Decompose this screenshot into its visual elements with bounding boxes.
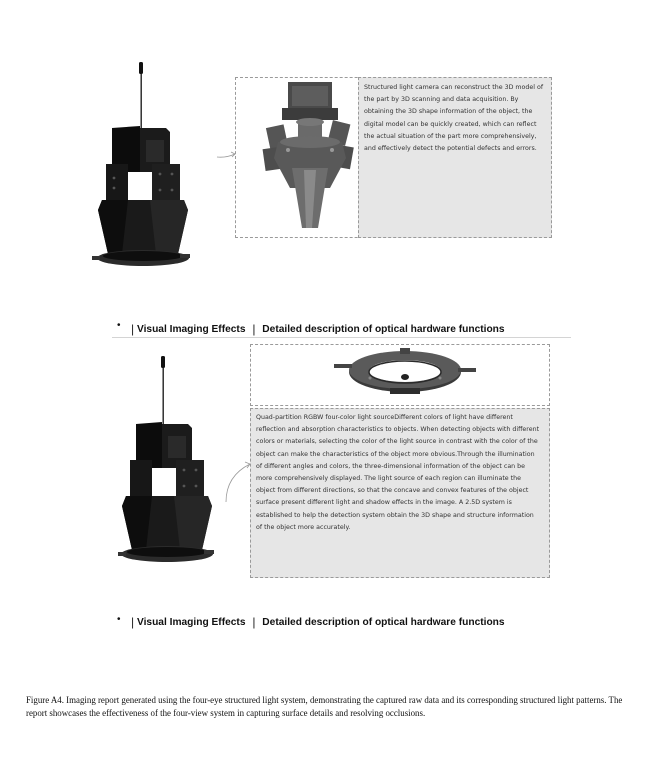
bullet-2: • [117, 614, 121, 625]
ring-light-source-image [330, 348, 480, 402]
caption-divider: | [252, 615, 256, 629]
caption-divider: | [131, 615, 135, 629]
bottom-description-panel [250, 408, 550, 578]
section-divider [112, 337, 571, 338]
section-caption-2 [131, 614, 505, 628]
section-caption-1 [131, 321, 505, 335]
caption-right-label: Detailed description of optical hardware functions [262, 324, 505, 335]
structured-light-device-image [92, 60, 192, 272]
caption-divider: | [131, 322, 135, 336]
figure-caption: Figure A4. Imaging report generated using the four-eye structured light system, demonstrating the captured raw data and its corresponding structured light patterns. The report showcases the effectiveness of the four-view system in capturing surface details and resolving occlusions. [26, 695, 623, 718]
top-description-panel [358, 77, 552, 238]
exploded-camera-model-image [258, 78, 358, 234]
caption-left-label: Visual Imaging Effects [136, 324, 246, 335]
structured-light-device-image [118, 354, 218, 568]
top-description-text: Structured light camera can reconstruct the 3D model of the part by 3D scanning and data acquisition. By obtaining the 3D shape information of the object, the digital model can be quickly created, which can reflect the actual situation of the part more comprehensively, and effectively detect the potential defects and errors. [364, 84, 544, 153]
caption-left-label: Visual Imaging Effects [136, 617, 246, 628]
caption-divider: | [252, 322, 256, 336]
bullet-1: • [117, 320, 121, 331]
caption-right-label: Detailed description of optical hardware functions [262, 617, 505, 628]
bottom-description-text: Quad-partition RGBW four-color light sourceDifferent colors of light have different reflection and absorption characteristics to objects. When detecting objects with different colors or materials, selecting the color of the light source in contrast with the color of the object can make the characteristics of the object more obvious.Through the illumination of different angles and colors, the three-dimensional information of the object can be more comprehensively displayed. The light source of each region can illuminate the object from different directions, so that the concave and convex features of the object surface present different light and shadow effects in the image. A 2.5D system is established to help the detection system obtain the 3D shape and structure information of the object more accurately. [256, 414, 540, 531]
